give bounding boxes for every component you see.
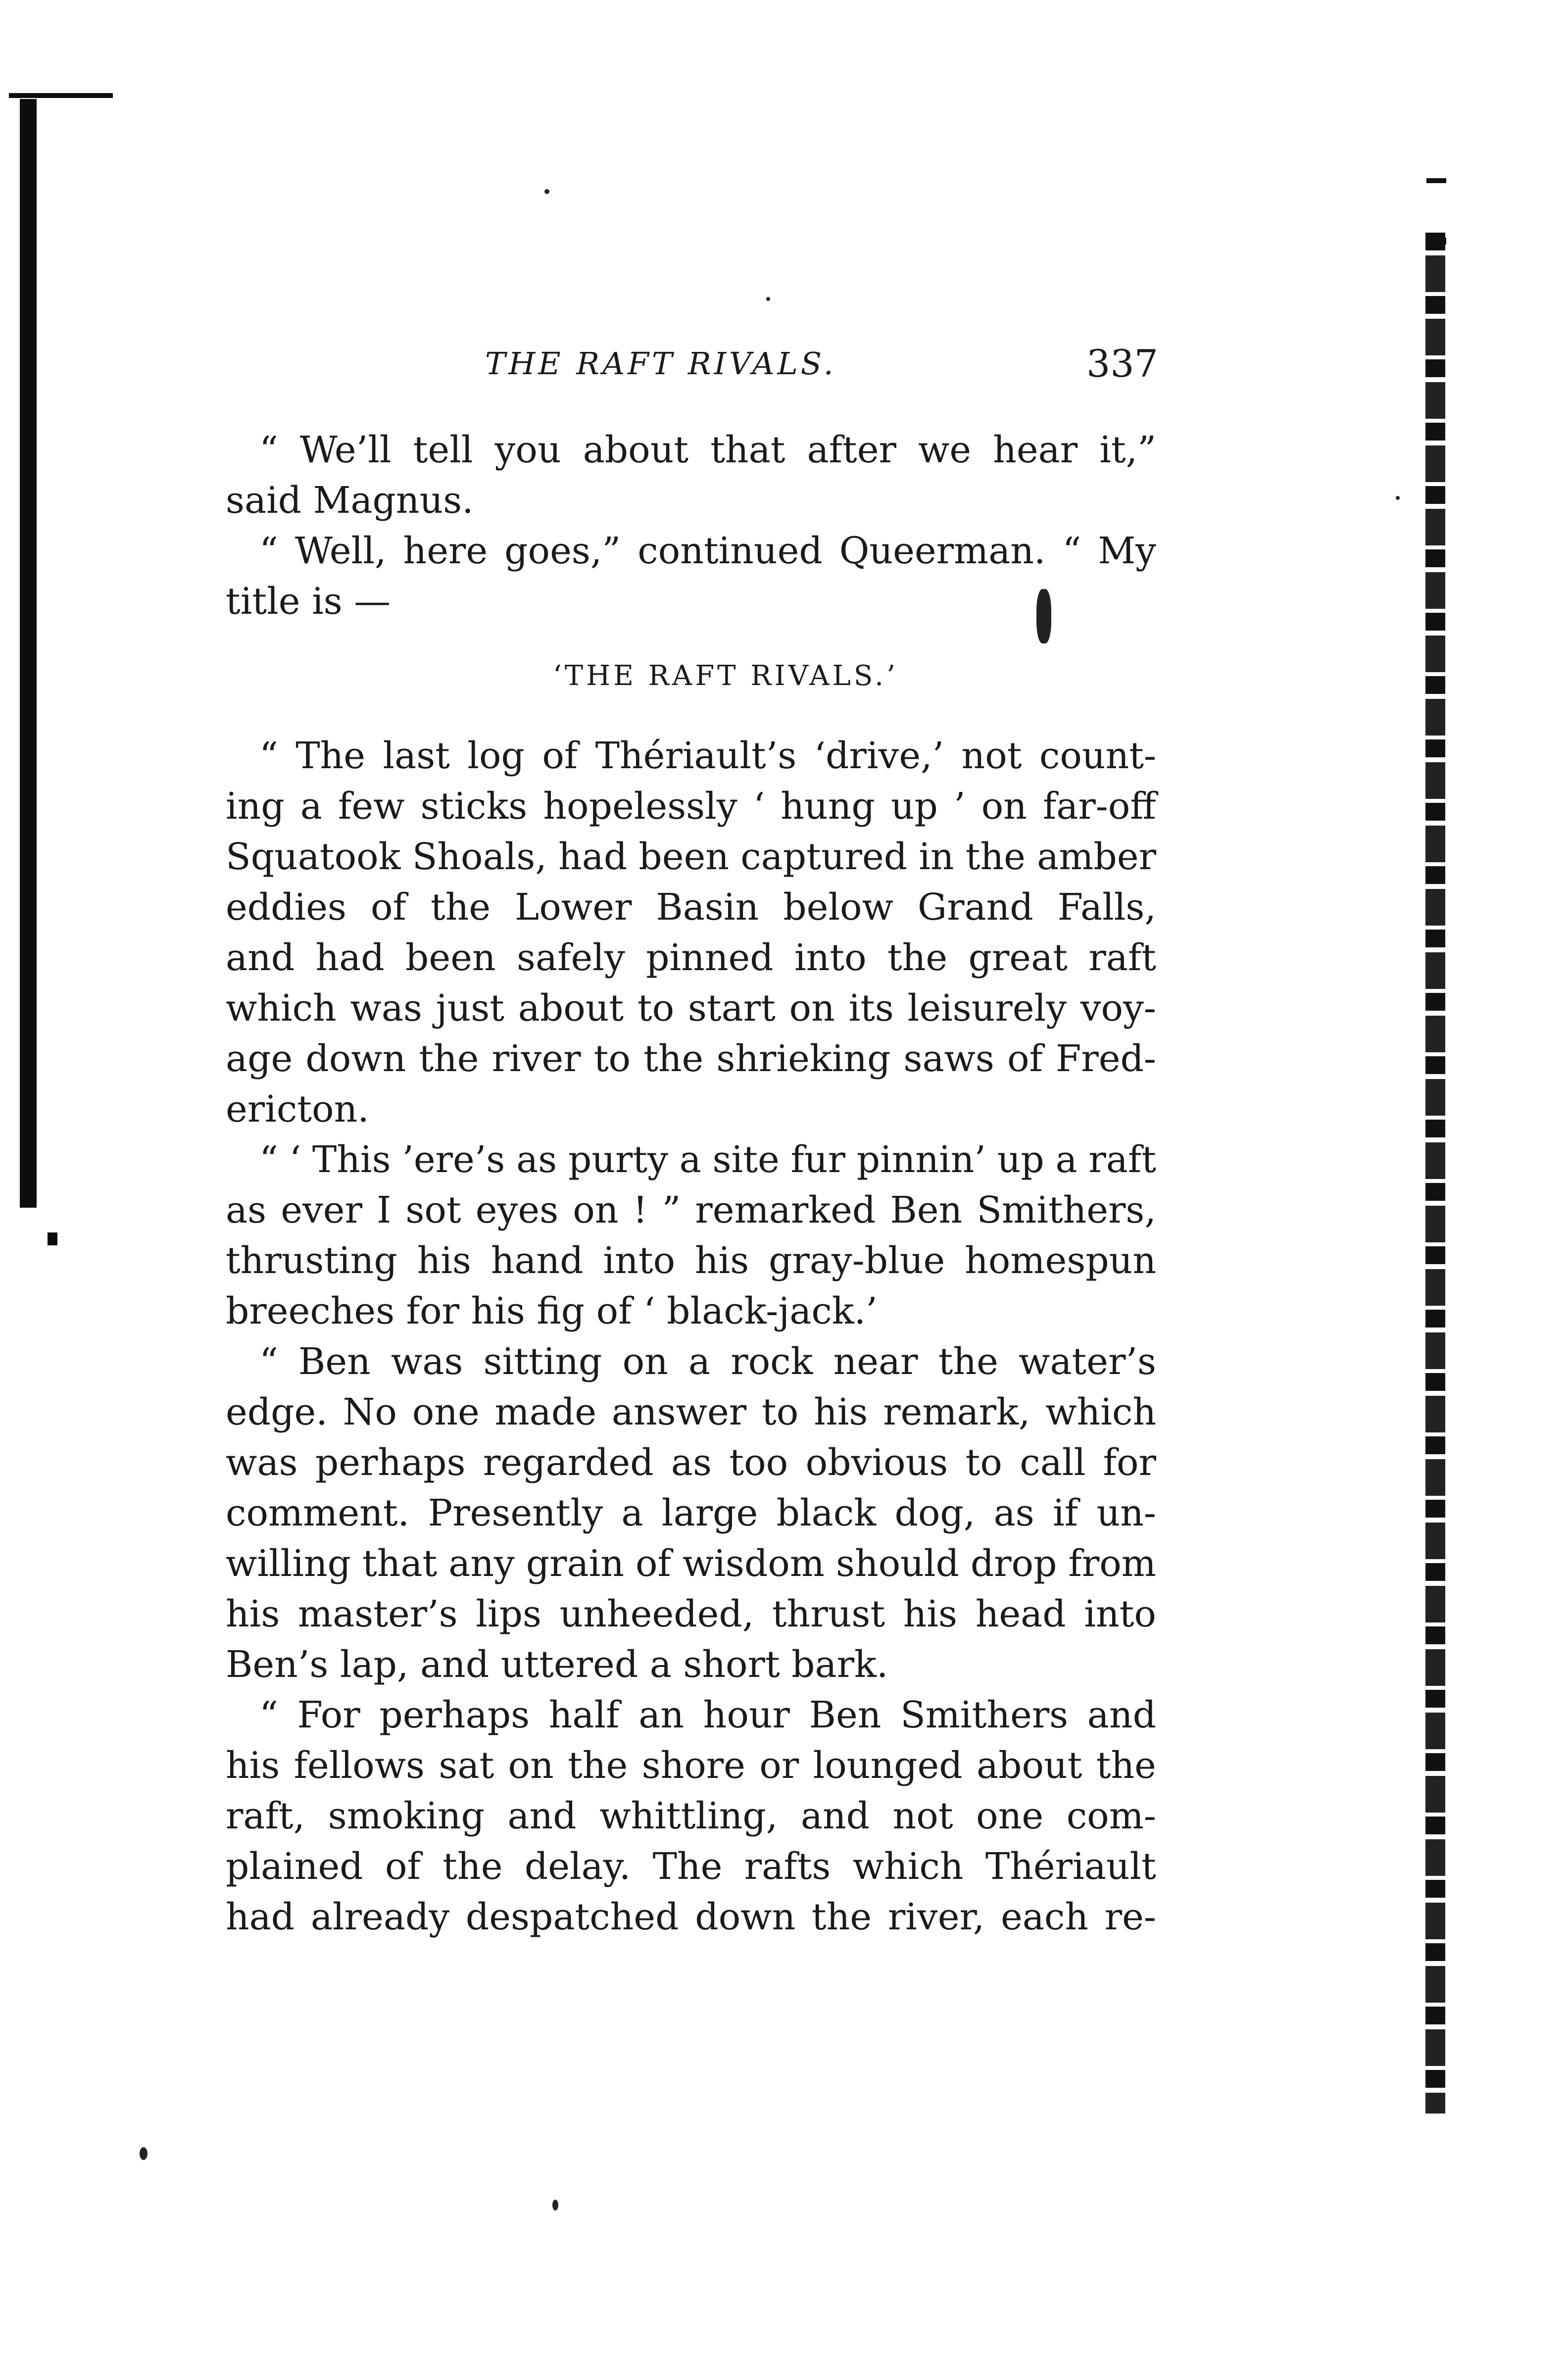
word: on bbox=[622, 1340, 668, 1383]
word: “ bbox=[259, 429, 278, 471]
word: we bbox=[918, 429, 972, 471]
word: lips bbox=[476, 1593, 541, 1635]
word: eyes bbox=[475, 1189, 559, 1231]
word: the bbox=[568, 1744, 628, 1787]
word: goes,” bbox=[504, 530, 621, 572]
word: black bbox=[776, 1492, 877, 1534]
word: of bbox=[370, 886, 406, 929]
word: ’ bbox=[953, 785, 966, 828]
word: raft bbox=[1088, 1138, 1156, 1181]
word: in bbox=[919, 835, 954, 878]
word: any bbox=[448, 1542, 515, 1585]
text-line bbox=[226, 475, 1156, 526]
word: here bbox=[403, 530, 488, 572]
word: Smithers bbox=[900, 1694, 1069, 1736]
word: lounged bbox=[813, 1744, 963, 1787]
word: obvious bbox=[805, 1441, 948, 1484]
word: as bbox=[993, 1492, 1034, 1534]
word: or bbox=[759, 1744, 799, 1787]
section-title: ‘THE RAFT RIVALS.’ bbox=[553, 660, 898, 692]
spacer bbox=[226, 627, 1156, 646]
word: hand bbox=[490, 1239, 584, 1282]
word: voy- bbox=[1080, 987, 1156, 1030]
binding-edge-mark bbox=[48, 1232, 57, 1245]
word: not bbox=[892, 1795, 953, 1837]
word: site bbox=[712, 1138, 780, 1181]
word: start bbox=[687, 987, 776, 1030]
word: the bbox=[419, 1037, 479, 1080]
word: his bbox=[814, 1391, 868, 1433]
word: log bbox=[467, 735, 525, 777]
text-line bbox=[226, 933, 1156, 983]
text-line bbox=[226, 1235, 1156, 1286]
word: “ bbox=[259, 735, 278, 777]
word: Grand bbox=[917, 886, 1033, 929]
word: hear bbox=[993, 429, 1078, 471]
word: Queerman. bbox=[839, 530, 1046, 572]
word: Presently bbox=[428, 1492, 603, 1534]
word: that bbox=[710, 429, 785, 471]
line-text: breeches for his fig of ‘ black-jack.’ bbox=[226, 1290, 878, 1332]
word: to bbox=[965, 1441, 1002, 1484]
word: that bbox=[362, 1542, 438, 1585]
word: and bbox=[800, 1795, 870, 1837]
word: to bbox=[593, 1037, 631, 1080]
word: his bbox=[226, 1744, 280, 1787]
word: down bbox=[305, 1037, 406, 1080]
word: and bbox=[226, 936, 295, 979]
scan-speck bbox=[140, 2147, 147, 2160]
word: the bbox=[1096, 1744, 1156, 1787]
text-line bbox=[226, 1841, 1156, 1892]
word: amber bbox=[1037, 835, 1156, 878]
word: to bbox=[637, 987, 675, 1030]
word: as bbox=[671, 1441, 712, 1484]
text-line bbox=[226, 1387, 1156, 1437]
word: and bbox=[507, 1795, 577, 1837]
word: a bbox=[300, 785, 322, 828]
word: to bbox=[761, 1391, 799, 1433]
word: into bbox=[603, 1239, 676, 1282]
word: a bbox=[679, 1138, 701, 1181]
word: perhaps bbox=[379, 1694, 530, 1736]
word: The bbox=[295, 735, 366, 777]
word: Ben bbox=[890, 1189, 963, 1231]
word: Shoals, bbox=[412, 835, 547, 878]
word: answer bbox=[611, 1391, 747, 1433]
word: far-off bbox=[1042, 785, 1156, 828]
word: “ bbox=[1062, 530, 1081, 572]
text-line bbox=[226, 1084, 1156, 1134]
scan-speck bbox=[766, 297, 770, 301]
spacer bbox=[226, 711, 1156, 731]
word: pinnin’ bbox=[856, 1138, 986, 1181]
line-text: title is — bbox=[226, 580, 391, 623]
word: re- bbox=[1104, 1896, 1156, 1938]
word: Well, bbox=[294, 530, 387, 572]
word: each bbox=[1000, 1896, 1088, 1938]
word: about bbox=[518, 987, 624, 1030]
word: fellows bbox=[294, 1744, 425, 1787]
word: fur bbox=[790, 1138, 845, 1181]
page-edge-shadow bbox=[1425, 233, 1445, 2113]
text-line bbox=[226, 1690, 1156, 1740]
word: one bbox=[976, 1795, 1044, 1837]
word: ever bbox=[281, 1189, 362, 1231]
word: This bbox=[312, 1138, 391, 1181]
word: whittling, bbox=[599, 1795, 778, 1837]
word: Ben bbox=[809, 1694, 882, 1736]
word: made bbox=[494, 1391, 597, 1433]
text-line bbox=[226, 1740, 1156, 1791]
word: already bbox=[310, 1896, 450, 1938]
word: the bbox=[643, 1037, 704, 1080]
word: continued bbox=[637, 530, 823, 572]
word: the bbox=[938, 1340, 998, 1383]
text-line bbox=[226, 1892, 1156, 1942]
word: had bbox=[558, 835, 628, 878]
word: thrusting bbox=[226, 1239, 397, 1282]
text-line bbox=[226, 1589, 1156, 1639]
word: pinned bbox=[646, 936, 774, 979]
word: about bbox=[976, 1744, 1082, 1787]
scan-speck bbox=[552, 2200, 558, 2211]
page-edge-mark bbox=[1426, 178, 1446, 183]
word: comment. bbox=[226, 1492, 410, 1534]
word: tell bbox=[413, 429, 473, 471]
word: raft bbox=[1088, 936, 1156, 979]
text-line bbox=[226, 1286, 1156, 1336]
word: plained bbox=[226, 1845, 363, 1888]
word: shrieking bbox=[716, 1037, 891, 1080]
word: was bbox=[391, 1340, 463, 1383]
word: Basin bbox=[656, 886, 759, 929]
word: on bbox=[573, 1189, 619, 1231]
word: despatched bbox=[465, 1896, 679, 1938]
word: leisurely bbox=[907, 987, 1067, 1030]
word: Fred- bbox=[1056, 1037, 1156, 1080]
word: was bbox=[226, 1441, 298, 1484]
word: My bbox=[1098, 530, 1156, 572]
word: just bbox=[436, 987, 504, 1030]
running-title: THE RAFT RIVALS. bbox=[485, 345, 836, 382]
text-line bbox=[226, 983, 1156, 1033]
word: his bbox=[417, 1239, 471, 1282]
line-text: said Magnus. bbox=[226, 479, 474, 522]
text-line bbox=[226, 832, 1156, 882]
text-line bbox=[226, 1185, 1156, 1235]
word: up bbox=[890, 785, 938, 828]
text-line bbox=[226, 731, 1156, 781]
word: ” bbox=[662, 1189, 681, 1231]
word: ing bbox=[226, 785, 285, 828]
word: large bbox=[661, 1492, 758, 1534]
word: as bbox=[226, 1189, 267, 1231]
text-line bbox=[226, 526, 1156, 576]
word: his bbox=[226, 1593, 280, 1635]
word: call bbox=[1020, 1441, 1086, 1484]
text-line bbox=[226, 1336, 1156, 1387]
word: for bbox=[1103, 1441, 1156, 1484]
word: too bbox=[729, 1441, 788, 1484]
word: a bbox=[688, 1340, 711, 1383]
word: raft, bbox=[226, 1795, 305, 1837]
word: shore bbox=[641, 1744, 745, 1787]
word: com- bbox=[1066, 1795, 1156, 1837]
word: it,” bbox=[1099, 429, 1156, 471]
text-line bbox=[226, 1033, 1156, 1084]
word: few bbox=[338, 785, 405, 828]
word: “ bbox=[259, 1340, 278, 1383]
word: great bbox=[968, 936, 1068, 979]
word: last bbox=[383, 735, 450, 777]
word: had bbox=[315, 936, 385, 979]
line-text: Ben’s lap, and uttered a short bark. bbox=[226, 1643, 888, 1686]
word: not bbox=[961, 735, 1022, 777]
word: Smithers, bbox=[977, 1189, 1156, 1231]
word: Squatook bbox=[226, 835, 401, 878]
word: from bbox=[1068, 1542, 1156, 1585]
word: of bbox=[1007, 1037, 1043, 1080]
word: We’ll bbox=[299, 429, 392, 471]
binding-edge-mark bbox=[9, 93, 113, 98]
word: been bbox=[405, 936, 496, 979]
running-head bbox=[485, 342, 1158, 391]
word: should bbox=[835, 1542, 959, 1585]
word: which bbox=[1045, 1391, 1156, 1433]
word: river bbox=[491, 1037, 581, 1080]
word: near bbox=[833, 1340, 918, 1383]
word: down bbox=[695, 1896, 796, 1938]
word: dog, bbox=[894, 1492, 976, 1534]
text-line bbox=[226, 1134, 1156, 1185]
word: sat bbox=[439, 1744, 494, 1787]
word: of bbox=[635, 1542, 671, 1585]
body-text bbox=[226, 425, 1156, 1942]
word: master’s bbox=[297, 1593, 458, 1635]
word: homespun bbox=[965, 1239, 1156, 1282]
word: grain bbox=[526, 1542, 625, 1585]
word: of bbox=[542, 735, 578, 777]
scan-speck bbox=[544, 189, 549, 194]
text-line bbox=[226, 781, 1156, 832]
word: remark, bbox=[883, 1391, 1030, 1433]
word: which bbox=[226, 987, 337, 1030]
word: I bbox=[377, 1189, 392, 1231]
word: head bbox=[975, 1593, 1066, 1635]
text-line bbox=[226, 1639, 1156, 1690]
word: “ bbox=[259, 530, 278, 572]
word: ! bbox=[633, 1189, 648, 1231]
word: age bbox=[226, 1037, 293, 1080]
word: the bbox=[442, 1845, 503, 1888]
word: and bbox=[1087, 1694, 1156, 1736]
word: his bbox=[903, 1593, 958, 1635]
word: gray-blue bbox=[769, 1239, 945, 1282]
word: into bbox=[794, 936, 867, 979]
word: smoking bbox=[328, 1795, 485, 1837]
word: sticks bbox=[420, 785, 528, 828]
word: after bbox=[807, 429, 896, 471]
text-line bbox=[226, 1791, 1156, 1841]
word: count- bbox=[1039, 735, 1156, 777]
word: “ bbox=[259, 1694, 278, 1736]
page-number: 337 bbox=[1086, 342, 1158, 386]
word: the bbox=[887, 936, 948, 979]
intro-lines bbox=[226, 425, 1156, 627]
word: of bbox=[385, 1845, 421, 1888]
word: a bbox=[1055, 1138, 1078, 1181]
word: hour bbox=[703, 1694, 790, 1736]
word: drop bbox=[970, 1542, 1057, 1585]
word: sitting bbox=[483, 1340, 602, 1383]
word: the bbox=[430, 886, 491, 929]
word: unheeded, bbox=[559, 1593, 754, 1635]
word: edge. bbox=[226, 1391, 328, 1433]
word: ’ere’s bbox=[402, 1138, 505, 1181]
text-line bbox=[226, 1437, 1156, 1488]
word: hopelessly bbox=[543, 785, 737, 828]
word: sot bbox=[405, 1189, 461, 1231]
word: if bbox=[1053, 1492, 1078, 1534]
word: thrust bbox=[772, 1593, 885, 1635]
word: wisdom bbox=[682, 1542, 825, 1585]
scan-speck bbox=[1396, 496, 1400, 500]
word: ‘ bbox=[753, 785, 765, 828]
word: the bbox=[811, 1896, 872, 1938]
word: was bbox=[350, 987, 422, 1030]
word: as bbox=[516, 1138, 557, 1181]
word: delay. bbox=[524, 1845, 631, 1888]
word: water’s bbox=[1019, 1340, 1156, 1383]
word: been bbox=[638, 835, 730, 878]
word: Lower bbox=[515, 886, 632, 929]
word: For bbox=[297, 1694, 360, 1736]
word: its bbox=[848, 987, 894, 1030]
word: Thériault’s bbox=[595, 735, 797, 777]
word: Falls, bbox=[1057, 886, 1156, 929]
text-line bbox=[226, 1538, 1156, 1589]
word: No bbox=[343, 1391, 397, 1433]
word: rafts bbox=[744, 1845, 831, 1888]
word: safely bbox=[517, 936, 625, 979]
word: Ben bbox=[298, 1340, 371, 1383]
word: rock bbox=[731, 1340, 813, 1383]
word: “ bbox=[259, 1138, 278, 1181]
word: below bbox=[783, 886, 893, 929]
paragraph-lines bbox=[226, 731, 1156, 1942]
word: his bbox=[694, 1239, 749, 1282]
word: on bbox=[789, 987, 835, 1030]
text-line bbox=[226, 1488, 1156, 1538]
word: un- bbox=[1096, 1492, 1156, 1534]
word: eddies bbox=[226, 886, 346, 929]
word: an bbox=[638, 1694, 684, 1736]
word: one bbox=[412, 1391, 480, 1433]
text-line bbox=[226, 576, 1156, 627]
word: on bbox=[508, 1744, 554, 1787]
word: the bbox=[965, 835, 1026, 878]
line-text: ericton. bbox=[226, 1088, 369, 1130]
word: perhaps bbox=[315, 1441, 466, 1484]
word: hung bbox=[781, 785, 875, 828]
word: about bbox=[583, 429, 689, 471]
word: ‘ bbox=[289, 1138, 301, 1181]
word: up bbox=[997, 1138, 1044, 1181]
word: you bbox=[494, 429, 561, 471]
word: river, bbox=[887, 1896, 985, 1938]
word: Thériault bbox=[985, 1845, 1156, 1888]
word: regarded bbox=[483, 1441, 654, 1484]
word: had bbox=[226, 1896, 295, 1938]
word: a bbox=[621, 1492, 643, 1534]
word: remarked bbox=[695, 1189, 876, 1231]
word: The bbox=[652, 1845, 723, 1888]
binding-edge-shadow bbox=[20, 99, 37, 1208]
word: half bbox=[548, 1694, 620, 1736]
word: purty bbox=[568, 1138, 668, 1181]
word: ‘drive,’ bbox=[814, 735, 944, 777]
word: willing bbox=[226, 1542, 351, 1585]
word: which bbox=[852, 1845, 964, 1888]
word: captured bbox=[740, 835, 908, 878]
word: saws bbox=[903, 1037, 994, 1080]
word: into bbox=[1084, 1593, 1156, 1635]
text-line bbox=[226, 882, 1156, 933]
word: on bbox=[981, 785, 1027, 828]
text-line bbox=[226, 425, 1156, 475]
